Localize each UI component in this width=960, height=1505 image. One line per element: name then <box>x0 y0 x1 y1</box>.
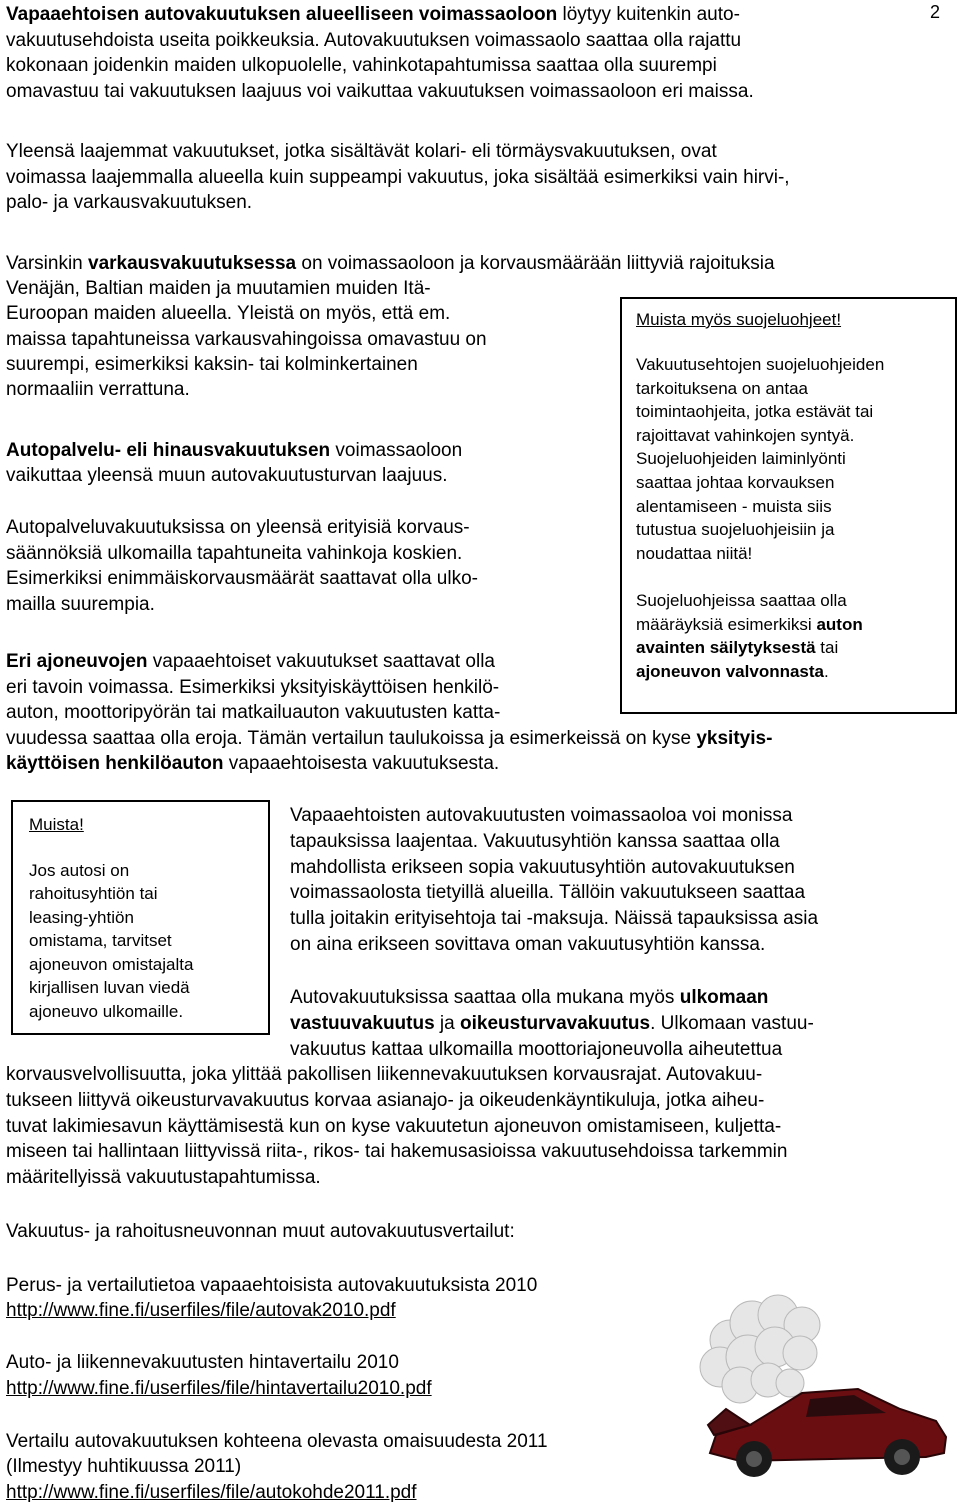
broken-car-illustration <box>690 1285 955 1495</box>
reference-title: Auto- ja liikennevakuutusten hintavertailu 2010 <box>6 1352 399 1373</box>
references-heading: Vakuutus- ja rahoitusneuvonnan muut autovakuutusvertailut: <box>6 1221 515 1242</box>
reference-title: Perus- ja vertailutietoa vapaaehtoisista autovakuutuksista 2010 <box>6 1275 538 1296</box>
bold-phrase: Vapaaehtoisen autovakuutuksen alueelliseen voimassaoloon <box>6 4 558 25</box>
box-title: Muista! <box>29 815 84 834</box>
reference-link[interactable]: http://www.fine.fi/userfiles/file/autokohde2011.pdf <box>6 1482 417 1503</box>
reference-subtitle: (Ilmestyy huhtikuussa 2011) <box>6 1456 242 1477</box>
steam-cloud-icon <box>700 1295 820 1403</box>
muista-box: Muista! Jos autosi on rahoitusyhtiön tai leasing-yhtiön omistama, tarvitset ajoneuvon omistajalta kirjallisen luvan viedä ajoneuvo ulkomaille. <box>11 800 270 1035</box>
suojeluohjeet-box: Muista myös suojeluohjeet! Vakuutusehtojen suojeluohjeiden tarkoituksena on antaa toimintaohjeita, jotka estävät tai rajoittavat vahinkojen syntyä. Suojeluohjeiden laiminlyönti saattaa johtaa korvauksen alentamiseen - muista siis tutustua suojeluohjeisiin ja noudattaa niitä! Suojeluohjeissa saattaa olla määräyksiä esimerkiksi auton avainten säilytyksestä tai ajoneuvon valvonnasta. <box>620 297 957 714</box>
reference-title: Vertailu autovakuutuksen kohteena olevasta omaisuudesta 2011 <box>6 1431 548 1452</box>
box-title: Muista myös suojeluohjeet! <box>636 310 842 329</box>
reference-link[interactable]: http://www.fine.fi/userfiles/file/hintavertailu2010.pdf <box>6 1378 432 1399</box>
page-number: 2 <box>930 2 941 22</box>
reference-link[interactable]: http://www.fine.fi/userfiles/file/autovak2010.pdf <box>6 1300 396 1321</box>
